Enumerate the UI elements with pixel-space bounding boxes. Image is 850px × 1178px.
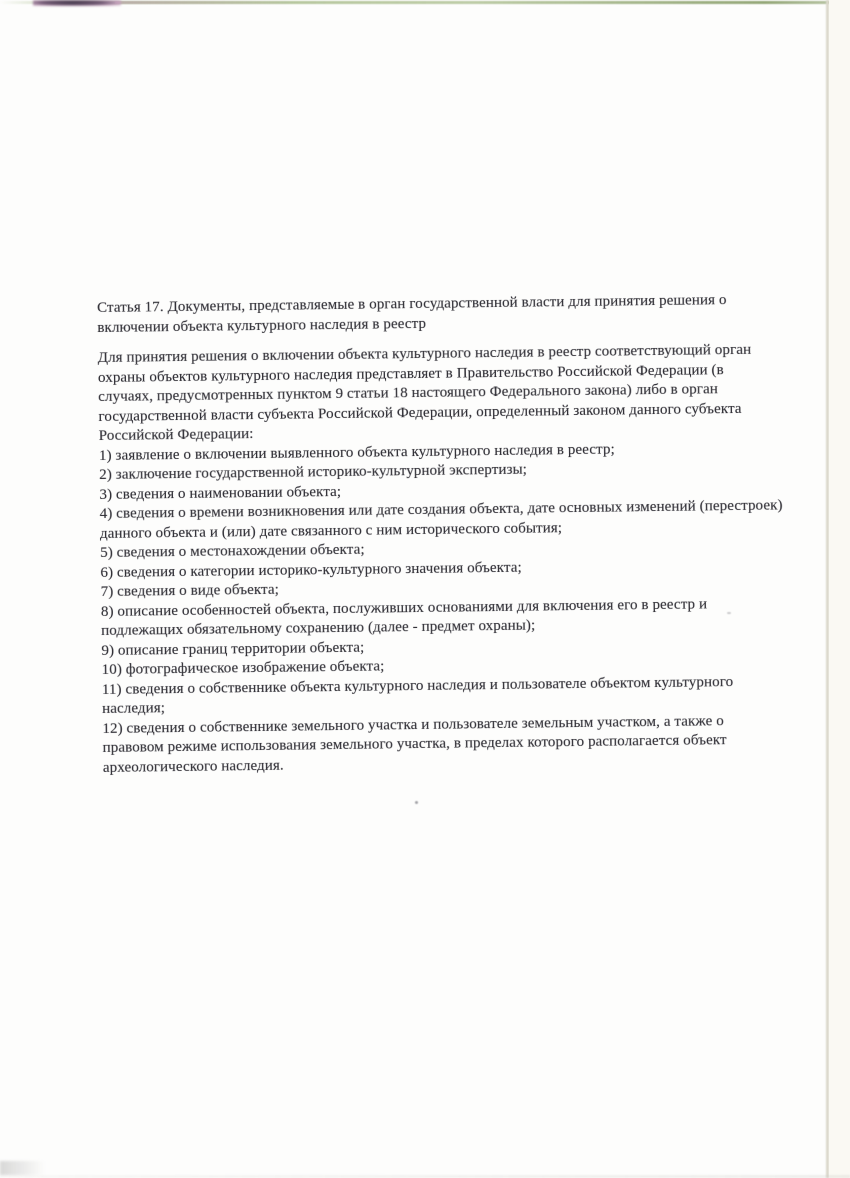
list-item-2: 2) заключение государственной историко-культурной экспертизы;: [99, 461, 528, 483]
list-item-7: 7) сведения о виде объекта;: [100, 581, 280, 600]
list-item-5: 5) сведения о местонахождении объекта;: [100, 541, 365, 561]
scan-bottom-left-smudge: [0, 1161, 45, 1175]
paper-speckle: [415, 801, 418, 804]
list-item-6: 6) сведения о категории историко-культурного значения объекта;: [100, 559, 522, 581]
list-item-12: 12) сведения о собственнике земельного участка и пользователе земельным участком, а также о правовом режиме использования земельного участка, в пределах которого располагается объект археологического наследия.: [102, 712, 727, 776]
article-heading: Статья 17. Документы, представляемые в орган государственной власти для принятия решения о включении объекта культурного наследия в реестр: [97, 292, 727, 336]
scanner-smudge-fade: [115, 1, 295, 4]
list-item-8: 8) описание особенностей объекта, послуживших основаниями для включения его в реестр и подлежащих обязательному сохранению (далее - предмет охраны);: [100, 595, 708, 639]
scan-right-margin: [829, 0, 850, 1178]
list-item-3: 3) сведения о наименовании объекта;: [99, 483, 342, 503]
list-item-4: 4) сведения о времени возникновения или дате создания объекта, дате основных изменений (перестроек) данного объекта и (или) дате связанного с ним исторического события;: [99, 497, 783, 542]
document-text: [97, 290, 786, 778]
list-item-9: 9) описание границ территории объекта;: [101, 639, 365, 659]
list-item-10: 10) фотографическое изображение объекта;: [101, 658, 385, 678]
intro-paragraph: Для принятия решения о включении объекта культурного наследия в реестр соответствующий орган охраны объектов культурного наследия представляет в Правительство Российской Федерации (в случаях, предусмотренных пунктом 9 статьи 18 настоящего Федерального закона) либо в орган государственной власти субъекта Российской Федерации, определенный законом данного субъекта Российской Федерации:: [97, 341, 752, 444]
list-item-1: 1) заявление о включении выявленного объекта культурного наследия в реестр;: [98, 441, 615, 464]
scanner-smudge-artifact: [33, 0, 121, 6]
list-item-11: 11) сведения о собственнике объекта культурного наследия и пользователе объектом культурного наследия;: [101, 673, 734, 717]
